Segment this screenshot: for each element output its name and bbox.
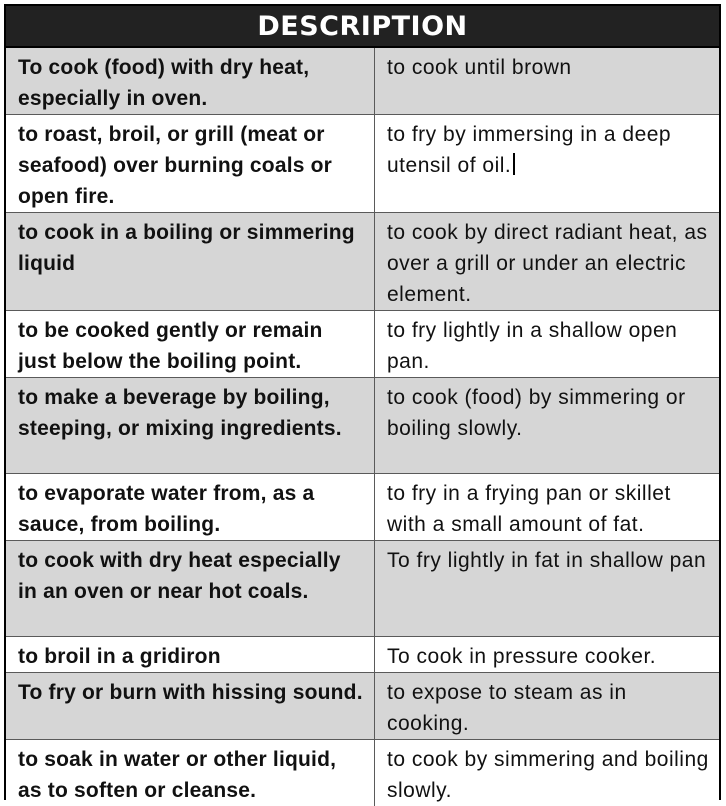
table-row	[6, 213, 719, 311]
right-cell: to cook (food) by simmering or boiling slowly.	[375, 378, 720, 474]
table-row	[6, 378, 719, 474]
left-cell: to evaporate water from, as a sauce, from boiling.	[6, 474, 375, 541]
description-table-container	[4, 4, 721, 800]
left-cell: to soak in water or other liquid, as to soften or cleanse.	[6, 740, 375, 806]
right-cell: to cook by direct radiant heat, as over a grill or under an electric element.	[375, 213, 720, 311]
table-row	[6, 541, 719, 637]
left-cell: to be cooked gently or remain just below the boiling point.	[6, 311, 375, 378]
left-cell: to roast, broil, or grill (meat or seafood) over burning coals or open fire.	[6, 115, 375, 213]
text-cursor	[513, 153, 515, 175]
right-cell: to cook by simmering and boiling slowly.	[375, 740, 720, 806]
right-cell: to fry lightly in a shallow open pan.	[375, 311, 720, 378]
table-row	[6, 637, 719, 673]
table-header	[6, 6, 719, 48]
header-title: DESCRIPTION	[257, 11, 467, 42]
left-cell: to cook with dry heat especially in an oven or near hot coals.	[6, 541, 375, 637]
table-row	[6, 311, 719, 378]
description-table	[6, 48, 719, 806]
left-cell: to broil in a gridiron	[6, 637, 375, 673]
table-row	[6, 115, 719, 213]
left-cell: To fry or burn with hissing sound.	[6, 673, 375, 740]
right-cell: To cook in pressure cooker.	[375, 637, 720, 673]
left-cell: to make a beverage by boiling, steeping, or mixing ingredients.	[6, 378, 375, 474]
table-row	[6, 48, 719, 115]
table-row	[6, 474, 719, 541]
right-cell: To fry lightly in fat in shallow pan	[375, 541, 720, 637]
right-cell	[375, 115, 720, 213]
right-cell: to expose to steam as in cooking.	[375, 673, 720, 740]
left-cell: to cook in a boiling or simmering liquid	[6, 213, 375, 311]
table-row	[6, 740, 719, 806]
right-cell-text: to fry by immersing in a deep utensil of oil.	[387, 123, 671, 177]
table-row	[6, 673, 719, 740]
right-cell: to cook until brown	[375, 48, 720, 115]
left-cell: To cook (food) with dry heat, especially in oven.	[6, 48, 375, 115]
right-cell: to fry in a frying pan or skillet with a small amount of fat.	[375, 474, 720, 541]
